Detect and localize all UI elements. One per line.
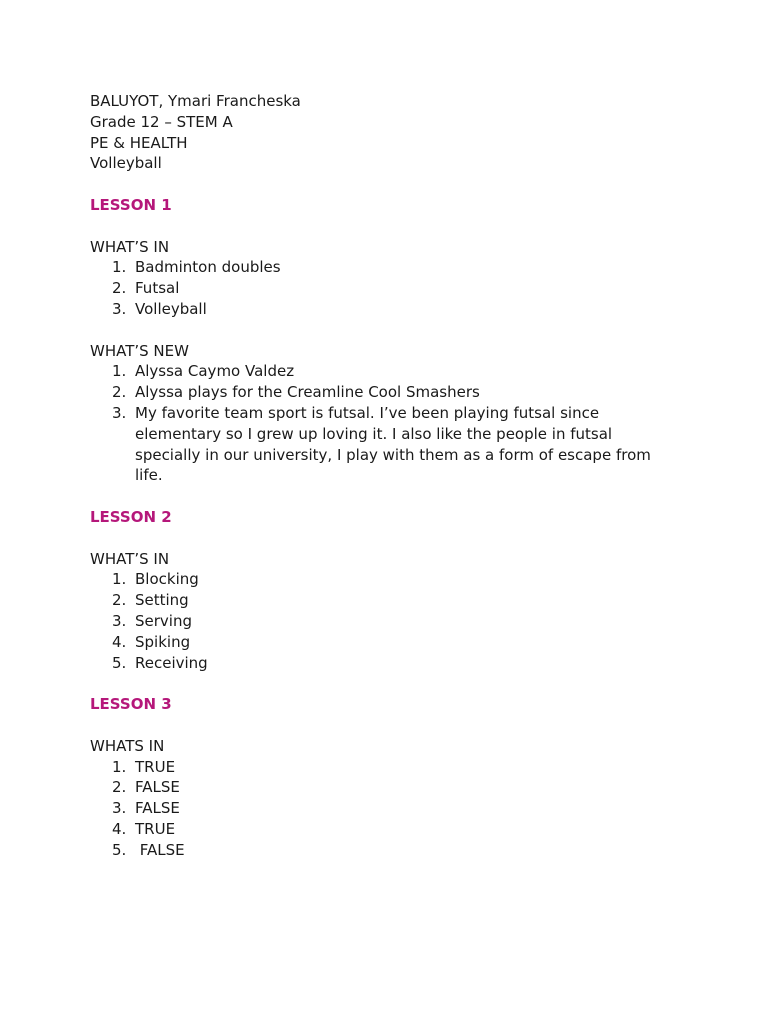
list-text: Setting <box>135 591 189 610</box>
list-text: Badminton doubles <box>135 258 281 277</box>
subject: PE & HEALTH <box>90 133 188 152</box>
spacer <box>90 216 690 237</box>
list-item <box>90 257 690 278</box>
list-number: 4. <box>112 819 127 838</box>
lesson-3-heading: LESSON 3 <box>90 695 172 714</box>
list-text: Blocking <box>135 570 199 589</box>
list-item <box>90 777 690 798</box>
list-number: 5. <box>112 840 127 859</box>
list-number: 3. <box>112 403 127 422</box>
lesson-1-heading: LESSON 1 <box>90 195 172 214</box>
list-item <box>90 278 690 299</box>
lesson-1-whats-new-list <box>90 361 690 486</box>
list-item <box>90 611 690 632</box>
list-item <box>90 757 690 778</box>
list-number: 1. <box>112 570 127 589</box>
document-page <box>90 91 690 860</box>
list-number: 5. <box>112 653 127 672</box>
list-item <box>90 819 690 840</box>
list-item <box>90 798 690 819</box>
list-number: 1. <box>112 258 127 277</box>
list-number: 3. <box>112 611 127 630</box>
spacer <box>90 486 690 507</box>
spacer <box>90 715 690 736</box>
list-number: 3. <box>112 799 127 818</box>
list-number: 2. <box>112 591 127 610</box>
lesson-1-whats-in-list <box>90 257 690 319</box>
spacer <box>90 528 690 549</box>
list-number: 3. <box>112 299 127 318</box>
list-item <box>90 382 690 403</box>
topic: Volleyball <box>90 154 162 173</box>
list-text: FALSE <box>135 799 180 818</box>
list-text: TRUE <box>135 819 176 838</box>
list-number: 2. <box>112 778 127 797</box>
list-number: 1. <box>112 757 127 776</box>
list-text: Serving <box>135 611 192 630</box>
lesson-3-whats-in-heading: WHATS IN <box>90 736 165 755</box>
list-item <box>90 299 690 320</box>
lesson-2-whats-in-heading: WHAT’S IN <box>90 549 170 568</box>
list-item <box>90 840 690 861</box>
lesson-1-whats-new-heading: WHAT’S NEW <box>90 341 189 360</box>
lesson-2-whats-in-list <box>90 569 690 673</box>
list-item <box>90 653 690 674</box>
list-text: FALSE <box>135 840 185 859</box>
list-number: 2. <box>112 383 127 402</box>
list-text: Futsal <box>135 279 180 298</box>
list-number: 1. <box>112 362 127 381</box>
student-name: BALUYOT, Ymari Francheska <box>90 92 301 110</box>
spacer <box>90 320 690 341</box>
list-text: Alyssa plays for the Creamline Cool Smashers <box>135 383 480 402</box>
grade-section: Grade 12 – STEM A <box>90 112 233 131</box>
list-text: Receiving <box>135 653 208 672</box>
list-item <box>90 590 690 611</box>
lesson-2-heading: LESSON 2 <box>90 507 172 526</box>
lesson-1-whats-in-heading: WHAT’S IN <box>90 237 170 256</box>
spacer <box>90 673 690 694</box>
list-text: My favorite team sport is futsal. I’ve been playing futsal since elementary so I grew up loving it. I also like the people in futsal specially in our university, I play with them as a form of escape from life. <box>135 403 651 485</box>
list-item <box>90 403 690 486</box>
list-text: Spiking <box>135 632 191 651</box>
list-item <box>90 569 690 590</box>
list-text: TRUE <box>135 757 176 776</box>
list-number: 2. <box>112 279 127 298</box>
spacer <box>90 174 690 195</box>
lesson-3-whats-in-list <box>90 757 690 861</box>
list-item <box>90 361 690 382</box>
list-number: 4. <box>112 632 127 651</box>
list-text: FALSE <box>135 778 180 797</box>
list-text: Alyssa Caymo Valdez <box>135 362 295 381</box>
list-text: Volleyball <box>135 299 207 318</box>
list-item <box>90 632 690 653</box>
